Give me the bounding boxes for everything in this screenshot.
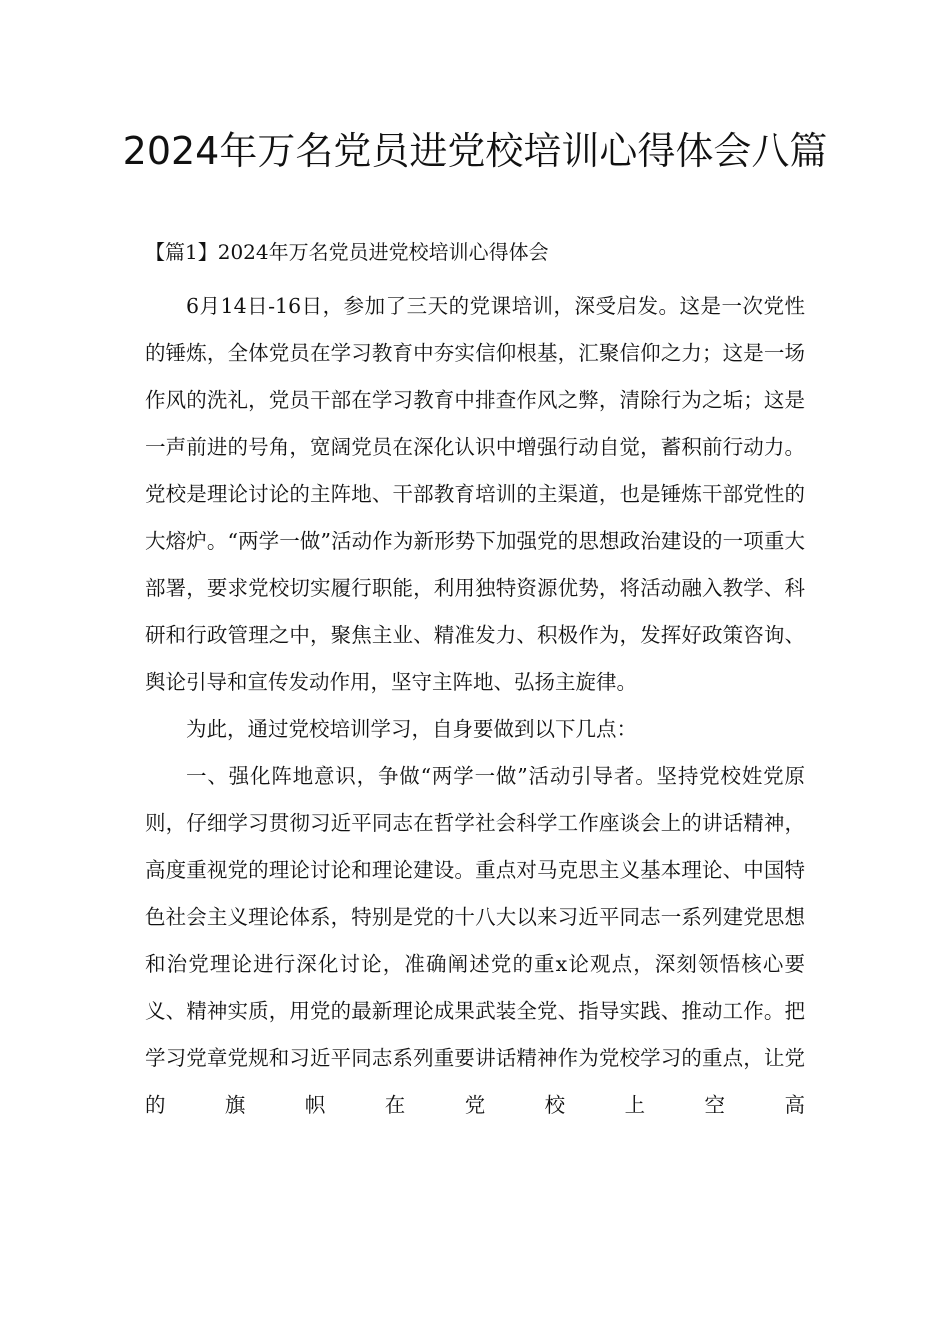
paragraph-intro: 6月14日-16日，参加了三天的党课培训，深受启发。这是一次党性的锤炼，全体党员在学习教育中夯实信仰根基，汇聚信仰之力；这是一场作风的洗礼，党员干部在学习教育中排查作风之弊，清除行为之垢；这是一声前进的号角，宽阔党员在深化认识中增强行动自觉，蓄积前行动力。党校是理论讨论的主阵地、干部教育培训的主渠道，也是锤炼干部党性的大熔炉。“两学一做”活动作为新形势下加强党的思想政治建设的一项重大部署，要求党校切实履行职能，利用独特资源优势，将活动融入教学、科研和行政管理之中，聚焦主业、精准发力、积极作为，发挥好政策咨询、舆论引导和宣传发动作用，坚守主阵地、弘扬主旋律。: [145, 294, 805, 694]
paragraph-point-one: 一、强化阵地意识，争做“两学一做”活动引导者。坚持党校姓党原则，仔细学习贯彻习近平同志在哲学社会科学工作座谈会上的讲话精神，高度重视党的理论讨论和理论建设。重点对马克思主义基本理论、中国特色社会主义理论体系，特别是党的十八大以来习近平同志一系列建党思想和治党理论进行深化讨论，准确阐述党的重x论观点，深刻领悟核心要义、精神实质，用党的最新理论成果武装全党、指导实践、推动工作。把学习党章党规和习近平同志系列重要讲话精神作为党校学习的重点，让党的旗帜在党校上空高: [145, 764, 805, 1117]
document-title: 2024年万名党员进党校培训心得体会八篇: [122, 129, 828, 173]
section-heading: 【篇1】2024年万名党员进党校培训心得体会: [145, 240, 549, 264]
paragraph-points-lead: 为此，通过党校培训学习，自身要做到以下几点：: [186, 717, 637, 741]
document-body: [145, 283, 805, 1129]
